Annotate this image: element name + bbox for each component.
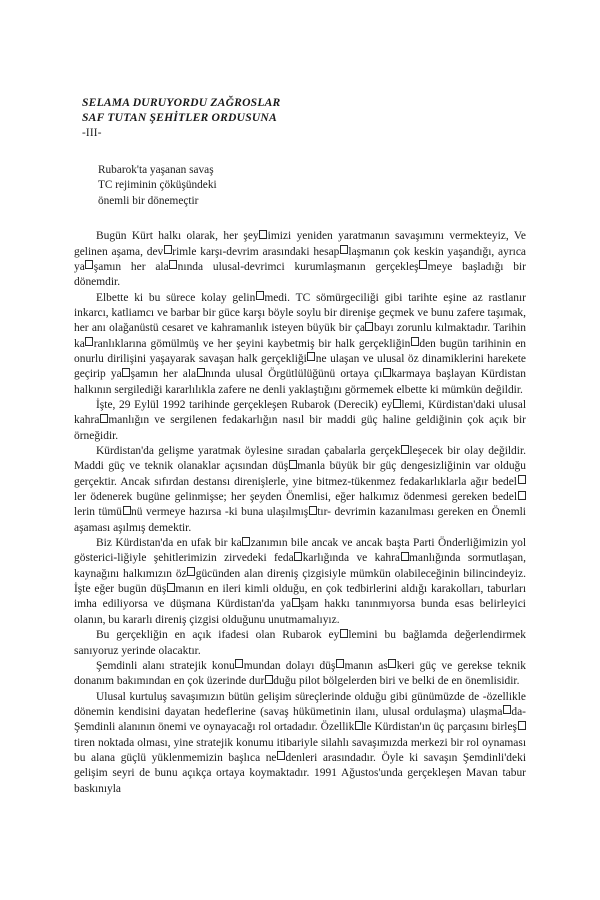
missing-glyph-box <box>289 460 297 469</box>
missing-glyph-box <box>123 506 131 515</box>
missing-glyph-box <box>307 352 315 361</box>
epigraph-line-2: TC rejiminin çöküşündeki <box>98 179 217 192</box>
missing-glyph-box <box>401 445 409 454</box>
paragraph: Şemdinli alanı stratejik konu mundan dolayı düş manın as keri güç ve gerekse teknik donanım bakımından en çok üzerinde dur duğu pilot bölgelerden biri ve belki de en önemlisidir. <box>74 659 527 688</box>
missing-glyph-box <box>503 705 511 714</box>
missing-glyph-box <box>242 537 250 546</box>
missing-glyph-box <box>85 337 93 346</box>
missing-glyph-box <box>340 629 348 638</box>
paragraph: Ulusal kurtuluş savaşımızın bütün gelişim süreçlerinde olduğu gibi günümüzde de -özellikle dönemin kendisini dayatan hedeflerine (savaş hükümetinin ilanı, ulusal ordulaşma) ulaşma da- Şemdinli alanının önemi ve oynayacağı rol ortadadır. Özellik le Kürdistan'ın üç parçasını birleştiren noktada olması, yine stratejik konumu itibariyle silahlı savaşımızda merkezi bir rol oynaması bu alana güçlü yüklenmemizin başlıca ne denleri arasındadır. Öyle ki savaşın Şemdinli'deki gelişim seyri de bunu açıkça ortaya koymaktadır. 1991 Ağustos'unda gerçekleşen Mavan tabur baskınıyla <box>74 690 526 795</box>
missing-glyph-box <box>164 245 172 254</box>
paragraph: İşte, 29 Eylül 1992 tarihinde gerçekleşen Rubarok (Derecik) ey lemi, Kürdistan'daki ulusal kahra manlığın ve sergilenen fedakarlığın nasıl bir maddi güç haline geldiğinin çok açık bir örneğidir. <box>74 399 527 442</box>
epigraph-line-1: Rubarok'ta yaşanan savaş <box>98 164 214 176</box>
missing-glyph-box <box>383 368 391 377</box>
missing-glyph-box <box>85 260 93 269</box>
missing-glyph-box <box>100 414 108 423</box>
missing-glyph-box <box>265 675 273 684</box>
epigraph-line-3: önemli bir dönemeçtir <box>98 194 199 207</box>
missing-glyph-box <box>294 552 302 561</box>
missing-glyph-box <box>388 659 396 668</box>
missing-glyph-box <box>169 260 177 269</box>
body-text <box>74 229 526 797</box>
missing-glyph-box <box>277 751 285 760</box>
missing-glyph-box <box>518 721 526 730</box>
paragraph: Kürdistan'da gelişme yaratmak öylesine sıradan çabalarla gerçek leşecek bir olay değildir. Maddi güç ve teknik olanaklar açısından düş manla büyük bir güç dengesizliğinin var olduğu gerçektir. Ancak sıfırdan destansı direnişlerle, yine bitmez-tükenmez fedakarlıklarla ağır bedeller ödenerek bugüne gelinmişse; her şeyden Önemlisi, eğer halkımız ödenmesi gereken bedellerin tümü nü vermeye hazırsa -ki buna ulaşılmış tır- devrimin kazanılması gereken en Önemli aşaması aşılmış demektir. <box>74 445 526 534</box>
paragraph: Elbette ki bu sürece kolay gelin medi. TC sömürgeciliği gibi tarihte eşine az rastlanır inkarcı, katliamcı ve barbar bir güce karşı böyle soylu bir direnişe geçmek ve bunu zafere taşımak, her anı olağanüstü cesaret ve kahramanlık isteyen büyük bir ça bayı zorunlu kılmaktadır. Tarihin ka ranlıklarına gömülmüş ve her şeyini kaybetmiş bir halk gerçekliğin den bugün tarihinin en onurlu dirilişini yaşayarak savaşan halk gerçekliği ne ulaşan ve ulusal öz dinamiklerini harekete geçirip ya şamın her ala nında ulusal Örgütlülüğünü ortaya çı karmaya başlayan Kürdistan halkının sergilediği kararlılıkla zafere ne denli yaklaştığını görmemek elbette ki mümkün değildir. <box>74 291 527 396</box>
missing-glyph-box <box>259 230 267 239</box>
title-line-1: SELAMA DURUYORDU ZAĞROSLAR <box>82 96 281 109</box>
missing-glyph-box <box>401 552 409 561</box>
paragraph: Bu gerçekliğin en açık ifadesi olan Rubarok ey lemini bu bağlamda değerlendirmek sanıyoruz yerinde olacaktır. <box>74 629 526 657</box>
missing-glyph-box <box>518 475 526 484</box>
missing-glyph-box <box>518 491 526 500</box>
paragraph: Biz Kürdistan'da en ufak bir ka zanımın bile ancak ve ancak başta Parti Önderliğimizin yol gösterici-liğiyle şehitlerimizin zirvedeki feda karlığında ve kahra manlığında sormutlaşan, kaynağını halkımızın öz gücünden alan direniş çizgisiyle mümkün olabileceğinin bilincindeyiz. İşte eğer bugün düş manın en ileri kimli olduğu, en çok tedbirlerini aldığı karakolları, taburları imha ediliyorsa ve düşmana Kürdistan'da ya şam hakkı tanınmıyorsa bunda esas belirleyici olanın, bu kararlı direniş çizgisi olduğunu unutmamalıyız. <box>74 537 527 626</box>
paragraph: Bugün Kürt halkı olarak, her şey imizi yeniden yaratmanın savaşımını vermekteyiz, Ve gelinen aşama, dev rimle karşı-devrim arasındaki hesap laşmanın çok keskin yaşandığı, ayrıca ya şamın her ala nında ulusal-devrimci kurumlaşmanın gerçekleş meye başladığı bir dönemdir. <box>74 230 527 289</box>
missing-glyph-box <box>411 337 419 346</box>
missing-glyph-box <box>167 583 175 592</box>
part-number: -III- <box>82 127 102 139</box>
missing-glyph-box <box>355 721 363 730</box>
document-title-block <box>82 96 526 141</box>
missing-glyph-box <box>235 659 243 668</box>
epigraph <box>98 163 526 209</box>
missing-glyph-box <box>256 291 264 300</box>
missing-glyph-box <box>419 260 427 269</box>
missing-glyph-box <box>122 368 130 377</box>
missing-glyph-box <box>393 399 401 408</box>
missing-glyph-box <box>292 598 300 607</box>
missing-glyph-box <box>340 245 348 254</box>
missing-glyph-box <box>336 659 344 668</box>
missing-glyph-box <box>197 368 205 377</box>
missing-glyph-box <box>187 567 195 576</box>
missing-glyph-box <box>309 506 317 515</box>
missing-glyph-box <box>365 322 373 331</box>
title-line-2: SAF TUTAN ŞEHİTLER ORDUSUNA <box>82 110 277 124</box>
